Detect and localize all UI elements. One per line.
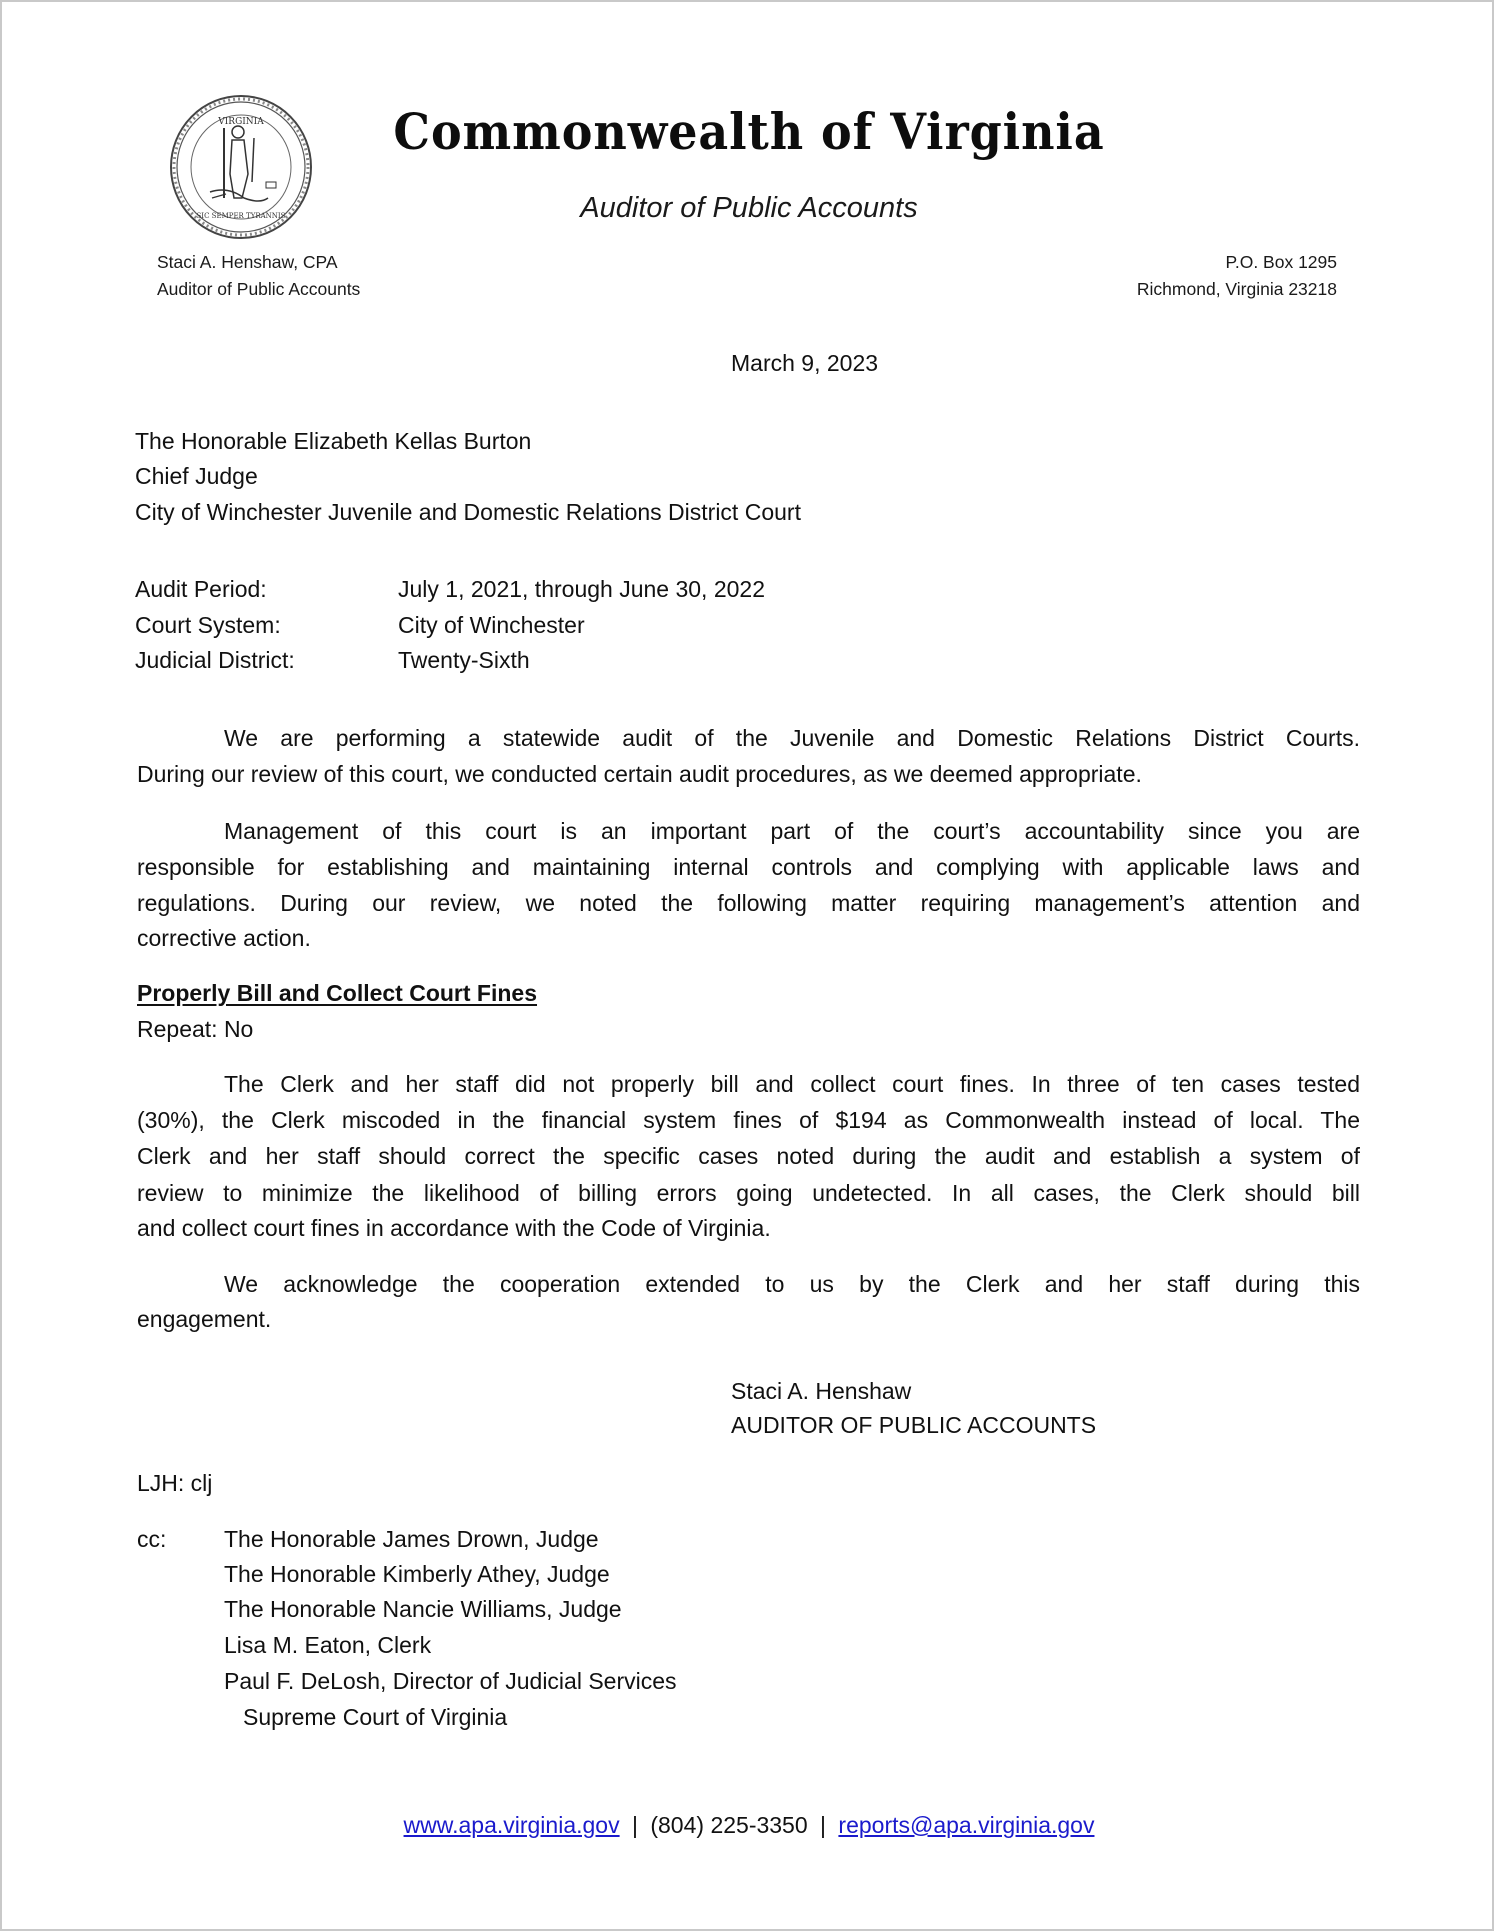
repeat-status: Repeat: No <box>137 1016 254 1042</box>
cc-label: cc: <box>137 1526 167 1552</box>
addressee-name: The Honorable Elizabeth Kellas Burton <box>135 428 532 454</box>
audit-period-label: Audit Period: <box>135 576 267 602</box>
letterhead-title: Commonwealth of Virginia <box>393 102 1105 161</box>
paragraph-3-line: (30%), the Clerk miscoded in the financial system fines of $194 as Commonwealth instead of local. The <box>137 1107 1360 1133</box>
cc-recipient: The Honorable Nancie Williams, Judge <box>224 1596 622 1622</box>
paragraph-3-line: The Clerk and her staff did not properly bill and collect court fines. In three of ten cases tested <box>224 1071 1360 1097</box>
footer-separator: | <box>631 1812 638 1838</box>
footer-contact <box>2 1812 1494 1839</box>
letter-date: March 9, 2023 <box>731 350 879 376</box>
paragraph-4-line: engagement. <box>137 1306 272 1332</box>
cc-recipient-sub: Supreme Court of Virginia <box>243 1704 508 1730</box>
svg-text:SIC SEMPER TYRANNIS: SIC SEMPER TYRANNIS <box>196 212 286 220</box>
cc-recipient: The Honorable Kimberly Athey, Judge <box>224 1561 610 1587</box>
paragraph-1-line: We are performing a statewide audit of the Juvenile and Domestic Relations District Courts. <box>224 725 1360 751</box>
judicial-district-value: Twenty-Sixth <box>398 647 530 673</box>
email-link[interactable]: reports@apa.virginia.gov <box>838 1812 1095 1838</box>
svg-text:VIRGINIA: VIRGINIA <box>218 117 264 127</box>
footer-phone: (804) 225-3350 <box>650 1812 808 1838</box>
signature-name: Staci A. Henshaw <box>731 1378 912 1404</box>
judicial-district-label: Judicial District: <box>135 647 295 673</box>
paragraph-3-line: Clerk and her staff should correct the specific cases noted during the audit and establish a system of <box>137 1143 1360 1169</box>
website-link[interactable]: www.apa.virginia.gov <box>403 1812 620 1838</box>
paragraph-2-line: regulations. During our review, we noted the following matter requiring management’s attention and <box>137 890 1360 916</box>
finding-heading: Properly Bill and Collect Court Fines <box>137 980 538 1006</box>
paragraph-2-line: Management of this court is an important part of the court’s accountability since you are <box>224 818 1360 844</box>
paragraph-2-line: corrective action. <box>137 925 311 951</box>
court-system-value: City of Winchester <box>398 612 585 638</box>
footer-separator: | <box>820 1812 827 1838</box>
paragraph-3-line: and collect court fines in accordance with the Code of Virginia. <box>137 1215 771 1241</box>
paragraph-4-line: We acknowledge the cooperation extended to us by the Clerk and her staff during this <box>224 1271 1360 1297</box>
paragraph-3-line: review to minimize the likelihood of billing errors going undetected. In all cases, the Clerk should bill <box>137 1180 1360 1206</box>
auditor-name-line: Staci A. Henshaw, CPA <box>157 252 338 272</box>
cc-recipient: Paul F. DeLosh, Director of Judicial Services <box>224 1668 677 1694</box>
signature-title: AUDITOR OF PUBLIC ACCOUNTS <box>731 1412 1097 1438</box>
addressee-court: City of Winchester Juvenile and Domestic Relations District Court <box>135 499 801 525</box>
auditor-title-line: Auditor of Public Accounts <box>157 279 361 299</box>
po-box-line: P.O. Box 1295 <box>1225 252 1337 272</box>
addressee-title: Chief Judge <box>135 463 258 489</box>
letterhead-subtitle: Auditor of Public Accounts <box>580 192 918 224</box>
audit-period-value: July 1, 2021, through June 30, 2022 <box>398 576 766 602</box>
court-system-label: Court System: <box>135 612 281 638</box>
cc-recipient: Lisa M. Eaton, Clerk <box>224 1632 432 1658</box>
cc-recipient: The Honorable James Drown, Judge <box>224 1526 599 1552</box>
city-line: Richmond, Virginia 23218 <box>1136 279 1337 299</box>
paragraph-1-line: During our review of this court, we conducted certain audit procedures, as we deemed appropriate. <box>137 761 1142 787</box>
typist-initials: LJH: clj <box>137 1470 213 1496</box>
paragraph-2-line: responsible for establishing and maintaining internal controls and complying with applicable laws and <box>137 854 1360 880</box>
